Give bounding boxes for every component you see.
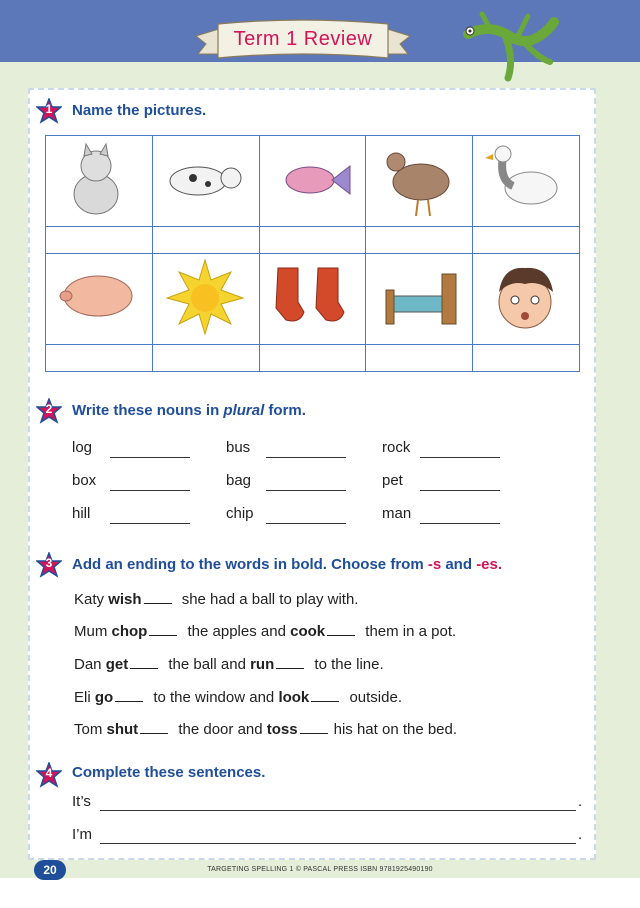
ending-blank[interactable]: [149, 623, 177, 636]
sentence-text: the door and: [174, 721, 267, 738]
sentence-text: the ball and: [164, 656, 251, 673]
ending-blank[interactable]: [276, 656, 304, 669]
answer-line[interactable]: [266, 523, 346, 524]
noun-word: chip: [226, 505, 254, 522]
answer-line[interactable]: [420, 523, 500, 524]
footer-area: [0, 878, 640, 908]
answer-line[interactable]: [100, 843, 576, 844]
question-number: 2: [45, 402, 53, 416]
cat-picture: [46, 136, 153, 227]
sentence-text: his hat on the bed.: [333, 721, 458, 738]
sentence-text: the apples and: [183, 623, 291, 640]
full-stop: .: [578, 826, 583, 843]
ending-blank[interactable]: [144, 591, 172, 604]
copyright-credit: TARGETING SPELLING 1 © PASCAL PRESS ISBN 9781925490190: [207, 866, 433, 873]
sentence-start: It’s: [72, 793, 91, 810]
noun-word: bus: [226, 439, 251, 456]
ending-blank[interactable]: [327, 623, 355, 636]
bold-word: toss: [266, 721, 298, 738]
noun-word: rock: [382, 439, 411, 456]
bold-word: wish: [108, 591, 142, 608]
question-number: 3: [45, 556, 53, 570]
sentence-text: Mum: [74, 623, 112, 640]
noun-word: bag: [226, 472, 252, 489]
question-4-badge: [36, 762, 62, 788]
answer-cell[interactable]: [473, 345, 580, 372]
answer-line[interactable]: [110, 490, 190, 491]
sun-picture: [152, 254, 259, 345]
bold-word: look: [278, 689, 310, 706]
title-text: and: [441, 556, 477, 573]
option-s: -s: [427, 556, 442, 573]
answer-line[interactable]: [420, 490, 500, 491]
answer-cell[interactable]: [46, 345, 153, 372]
answer-line[interactable]: [420, 457, 500, 458]
sentence-2: [74, 623, 456, 640]
question-number: 4: [45, 766, 53, 780]
title-emphasis: plural: [223, 402, 265, 419]
question-2-badge: [36, 398, 62, 424]
sentence-text: outside.: [345, 689, 402, 706]
title-text: form.: [264, 402, 306, 419]
ending-blank[interactable]: [115, 689, 143, 702]
hen-picture: [366, 136, 473, 227]
noun-word: pet: [382, 472, 403, 489]
answer-line[interactable]: [110, 523, 190, 524]
answer-cell[interactable]: [366, 345, 473, 372]
ending-blank[interactable]: [311, 689, 339, 702]
lizard-icon: [458, 4, 568, 86]
sentence-1: [74, 591, 358, 608]
sentence-text: Katy: [74, 591, 109, 608]
title-text: Write these nouns in: [72, 402, 224, 419]
answer-cell[interactable]: [152, 345, 259, 372]
answer-line[interactable]: [266, 490, 346, 491]
sentence-text: she had a ball to play with.: [177, 591, 359, 608]
dog-picture: [152, 136, 259, 227]
bed-picture: [366, 254, 473, 345]
answer-cell[interactable]: [259, 345, 366, 372]
picture-grid-2: [45, 253, 580, 372]
answer-line[interactable]: [110, 457, 190, 458]
title-text: Add an ending to the words in bold. Choose from: [72, 556, 428, 573]
page-title: Term 1 Review: [233, 28, 373, 50]
noun-word: hill: [72, 505, 91, 522]
sentence-text: Eli: [74, 689, 95, 706]
answer-line[interactable]: [266, 457, 346, 458]
question-number: 1: [45, 102, 53, 116]
noun-word: man: [382, 505, 412, 522]
option-es: -es: [476, 556, 498, 573]
sentence-text: to the window and: [149, 689, 279, 706]
sentence-3: [74, 656, 384, 673]
sentence-text: to the line.: [310, 656, 384, 673]
fish-picture: [259, 136, 366, 227]
answer-cell[interactable]: [46, 227, 153, 254]
question-3-badge: [36, 552, 62, 578]
duck-picture: [473, 136, 580, 227]
sentence-text: Tom: [74, 721, 107, 738]
question-3-title: [72, 556, 502, 573]
ending-blank[interactable]: [130, 656, 158, 669]
bold-word: go: [94, 689, 114, 706]
question-1-badge: [36, 98, 62, 124]
answer-cell[interactable]: [473, 227, 580, 254]
bold-word: cook: [290, 623, 326, 640]
ending-blank[interactable]: [140, 721, 168, 734]
question-2-title: [72, 402, 306, 419]
pig-picture: [46, 254, 153, 345]
sentence-text: them in a pot.: [361, 623, 457, 640]
noun-word: log: [72, 439, 93, 456]
answer-cell[interactable]: [366, 227, 473, 254]
bold-word: run: [250, 656, 275, 673]
sentence-text: Dan: [74, 656, 106, 673]
bold-word: chop: [111, 623, 148, 640]
picture-grid-1: [45, 135, 580, 254]
answer-cell[interactable]: [152, 227, 259, 254]
socks-picture: [259, 254, 366, 345]
question-4-title: Complete these sentences.: [72, 764, 266, 781]
sentence-5: [74, 721, 457, 738]
question-1-title: Name the pictures.: [72, 102, 207, 119]
boy-picture: [473, 254, 580, 345]
sentence-4: [74, 689, 402, 706]
noun-word: box: [72, 472, 97, 489]
bold-word: get: [105, 656, 129, 673]
full-stop: .: [578, 793, 583, 810]
page-number: 20: [34, 860, 66, 880]
title-text: .: [497, 556, 503, 573]
answer-cell[interactable]: [259, 227, 366, 254]
sentence-start: I’m: [72, 826, 92, 843]
ending-blank[interactable]: [300, 721, 328, 734]
bold-word: shut: [106, 721, 139, 738]
answer-line[interactable]: [100, 810, 576, 811]
